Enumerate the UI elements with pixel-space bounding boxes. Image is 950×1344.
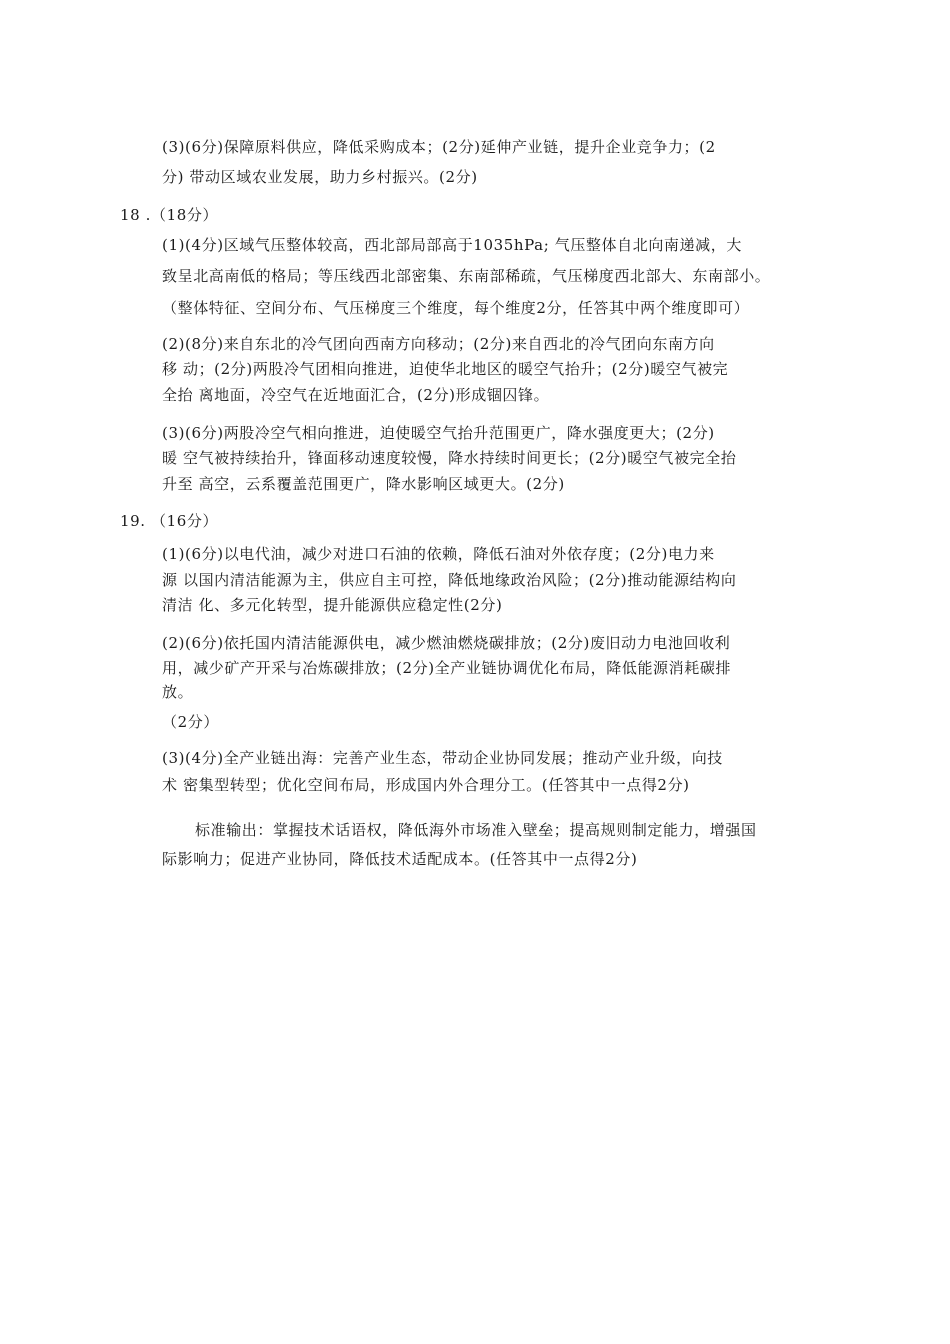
q19-2-line-4: （2分）	[162, 713, 219, 731]
q18-3-line-2: 暖 空气被持续抬升，锋面移动速度较慢，降水持续时间更长；(2分)暖空气被完全抬	[162, 449, 737, 467]
q18-3-line-1: (3)(6分)两股冷空气相向推进，迫使暖空气抬升范围更广，降水强度更大；(2分)	[162, 424, 715, 442]
q19-2-line-3: 放。	[162, 683, 194, 701]
q19-1-line-3: 清洁 化、多元化转型，提升能源供应稳定性(2分)	[162, 596, 503, 614]
q18-2-line-2: 移 动；(2分)两股冷气团相向推进，迫使华北地区的暖空气抬升；(2分)暖空气被完	[162, 360, 729, 378]
q19-heading: 19. （16分）	[120, 512, 219, 530]
q19-2-line-1: (2)(6分)依托国内清洁能源供电，减少燃油燃烧碳排放；(2分)废旧动力电池回收利	[162, 634, 731, 652]
q18-2-line-3: 全抬 离地面，冷空气在近地面汇合，(2分)形成锢囚锋。	[162, 386, 550, 404]
q19-4-line-1: 标准输出：掌握技术话语权，降低海外市场准入壁垒；提高规则制定能力，增强国	[195, 821, 757, 839]
q17-3-line-2: 分) 带动区域农业发展，助力乡村振兴。(2分)	[162, 168, 478, 186]
q19-1-line-1: (1)(6分)以电代油，减少对进口石油的依赖，降低石油对外依存度；(2分)电力来	[162, 545, 715, 563]
q19-3-line-1: (3)(4分)全产业链出海：完善产业生态，带动企业协同发展；推动产业升级，向技	[162, 749, 723, 767]
q19-1-line-2: 源 以国内清洁能源为主，供应自主可控，降低地缘政治风险；(2分)推动能源结构向	[162, 571, 737, 589]
q19-3-line-2: 术 密集型转型；优化空间布局，形成国内外合理分工。(任答其中一点得2分)	[162, 776, 690, 794]
q18-1-line-3: （整体特征、空间分布、气压梯度三个维度，每个维度2分，任答其中两个维度即可）	[162, 299, 750, 317]
q18-2-line-1: (2)(8分)来自东北的冷气团向西南方向移动；(2分)来自西北的冷气团向东南方向	[162, 335, 715, 353]
q18-3-line-3: 升至 高空，云系覆盖范围更广，降水影响区域更大。(2分)	[162, 475, 565, 493]
q19-2-line-2: 用，减少矿产开采与冶炼碳排放；(2分)全产业链协调优化布局，降低能源消耗碳排	[162, 659, 732, 677]
q17-3-line-1: (3)(6分)保障原料供应，降低采购成本；(2分)延伸产业链，提升企业竞争力；(2	[162, 138, 716, 156]
q19-4-line-2: 际影响力；促进产业协同，降低技术适配成本。(任答其中一点得2分)	[162, 850, 638, 868]
q18-heading: 18 .（18分）	[120, 206, 219, 224]
q18-1-line-1: (1)(4分)区域气压整体较高，西北部局部高于1035hPa; 气压整体自北向南递减，大	[162, 236, 742, 254]
q18-1-line-2: 致呈北高南低的格局；等压线西北部密集、东南部稀疏，气压梯度西北部大、东南部小。	[162, 267, 771, 285]
